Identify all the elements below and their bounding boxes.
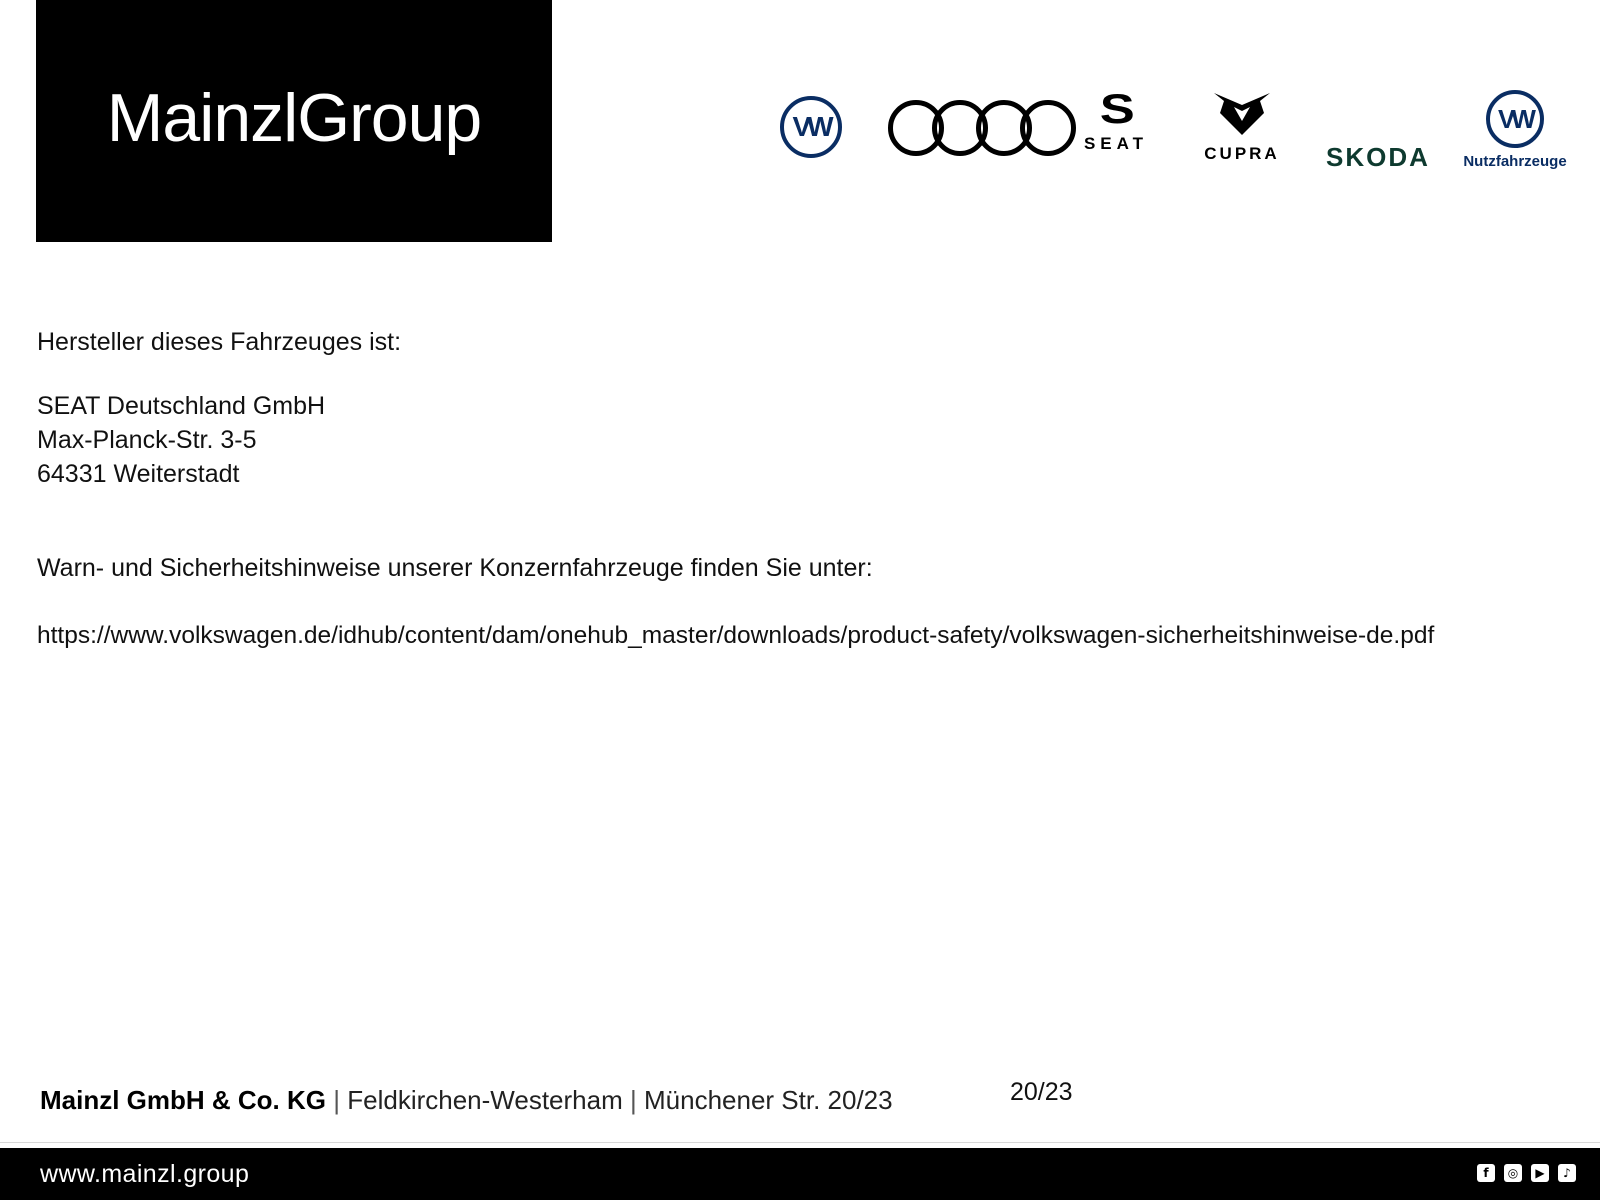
brand-volkswagen (780, 96, 842, 158)
footer-separator-1: | (333, 1085, 340, 1115)
document-header (0, 0, 1600, 252)
youtube-icon[interactable]: ▶ (1531, 1164, 1549, 1182)
safety-intro-text: Warn- und Sicherheitshinweise unserer Konzernfahrzeuge finden Sie unter: (37, 554, 873, 582)
footer-location: Feldkirchen-Westerham (347, 1085, 623, 1115)
brand-logo-bar (780, 85, 1567, 200)
tiktok-icon[interactable]: ♪ (1558, 1164, 1576, 1182)
manufacturer-intro-text: Hersteller dieses Fahrzeuges ist: (37, 328, 402, 356)
spacer (37, 359, 1567, 389)
footer-website-link[interactable]: www.mainzl.group (40, 1160, 250, 1188)
manufacturer-street-text: Max-Planck-Str. 3-5 (37, 426, 257, 454)
manufacturer-name-text: SEAT Deutschland GmbH (37, 392, 326, 420)
footer-address-line (40, 1085, 893, 1116)
volkswagen-icon: VW (792, 111, 830, 142)
spacer (37, 491, 1567, 551)
mainzl-group-logo (36, 0, 552, 242)
volkswagen-nutzfahrzeuge-icon: VW (1498, 103, 1532, 134)
brand-vw-nutzfahrzeuge (1450, 90, 1580, 170)
facebook-icon[interactable]: f (1477, 1164, 1495, 1182)
social-icons-group (1477, 1164, 1576, 1182)
seat-s-icon: S (1099, 85, 1133, 132)
nutzfahrzeuge-wordmark: Nutzfahrzeuge (1463, 153, 1567, 170)
footer-bar (0, 1148, 1600, 1200)
brand-seat (1058, 85, 1174, 154)
cupra-wordmark: CUPRA (1204, 144, 1280, 163)
manufacturer-city-text: 64331 Weiterstadt (37, 460, 240, 488)
document-body (37, 325, 1567, 653)
skoda-wordmark: SKODA (1326, 142, 1430, 172)
footer-separator-2: | (629, 1085, 637, 1115)
seat-wordmark: SEAT (1083, 133, 1149, 153)
page-number: 20/23 (1010, 1078, 1073, 1106)
instagram-icon[interactable]: ◎ (1504, 1164, 1522, 1182)
spacer (37, 585, 1567, 619)
safety-url-link[interactable]: https://www.volkswagen.de/idhub/content/dam/onehub_master/downloads/product-safety/volkswagen-sicherheitshinweise-de.pdf (37, 622, 1435, 649)
brand-cupra (1178, 90, 1306, 164)
footer-company-name: Mainzl GmbH & Co. KG (40, 1085, 326, 1115)
brand-skoda (1308, 142, 1448, 173)
footer-divider (0, 1142, 1600, 1143)
cupra-icon-svg (1210, 91, 1274, 137)
cupra-tribal-icon (1178, 90, 1306, 138)
logo-wordmark: MainzlGroup (106, 80, 482, 156)
footer-street: Münchener Str. 20/23 (643, 1085, 893, 1115)
